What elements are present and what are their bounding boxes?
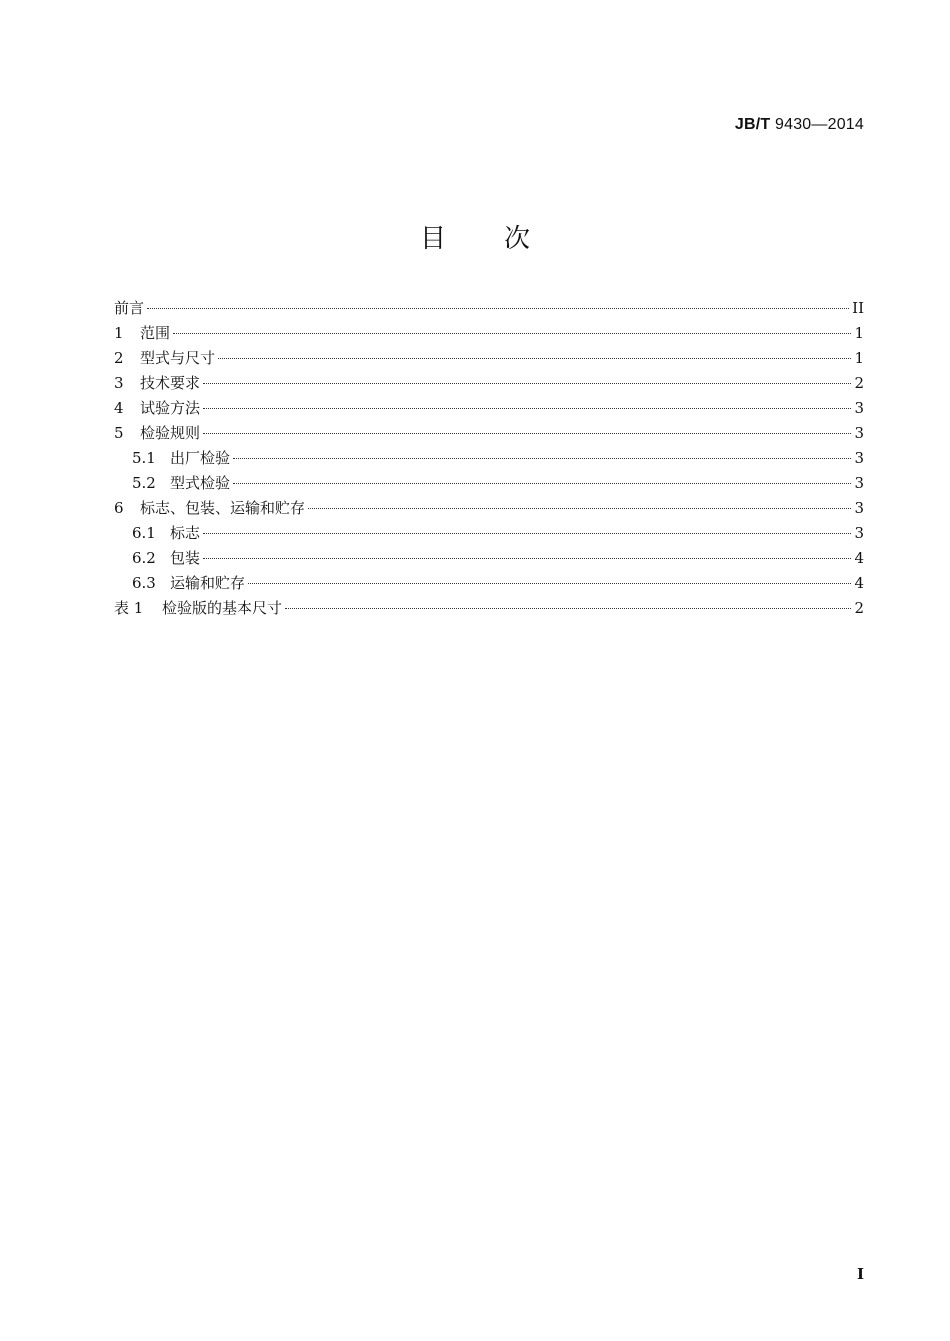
toc-label: 包装 xyxy=(170,549,201,567)
toc-page: 3 xyxy=(854,499,864,517)
toc-page: 3 xyxy=(854,399,864,417)
toc-number: 5.1 xyxy=(132,449,156,467)
toc-number: 4 xyxy=(114,399,124,417)
leader-dots xyxy=(203,533,851,534)
toc-entry-5[interactable] xyxy=(114,421,864,446)
toc-number: 5.2 xyxy=(132,474,156,492)
toc-entry-6-3[interactable] xyxy=(114,571,864,596)
leader-dots xyxy=(173,333,851,334)
standard-prefix: JB/T xyxy=(734,116,771,133)
toc-page: 3 xyxy=(854,424,864,442)
toc-entry-1[interactable] xyxy=(114,321,864,346)
page-number: I xyxy=(856,1265,864,1283)
toc-entry-2[interactable] xyxy=(114,346,864,371)
toc-entry-6-1[interactable] xyxy=(114,521,864,546)
toc-label: 出厂检验 xyxy=(170,449,231,467)
toc-page: 2 xyxy=(854,374,864,392)
toc-label: 型式检验 xyxy=(170,474,231,492)
toc-label: 范围 xyxy=(140,324,171,342)
leader-dots xyxy=(233,483,851,484)
toc-number: 3 xyxy=(114,374,124,392)
toc-entry-5-1[interactable] xyxy=(114,446,864,471)
toc-entry-4[interactable] xyxy=(114,396,864,421)
toc-page: II xyxy=(852,299,864,317)
toc-label: 标志 xyxy=(170,524,201,542)
leader-dots xyxy=(203,408,851,409)
toc-entry-6[interactable] xyxy=(114,496,864,521)
leader-dots xyxy=(203,433,851,434)
toc-label: 检验规则 xyxy=(140,424,201,442)
toc-entry-table-1[interactable] xyxy=(114,596,864,621)
toc-page: 4 xyxy=(854,574,864,592)
toc-entry-3[interactable] xyxy=(114,371,864,396)
toc-page: 2 xyxy=(854,599,864,617)
standard-code: 9430—2014 xyxy=(775,116,864,133)
toc-label: 标志、包装、运输和贮存 xyxy=(140,499,306,517)
leader-dots xyxy=(203,558,851,559)
toc-page: 3 xyxy=(854,449,864,467)
toc-number: 6 xyxy=(114,499,124,517)
toc-page: 4 xyxy=(854,549,864,567)
toc-entry-foreword[interactable] xyxy=(114,296,864,321)
toc-label: 检验版的基本尺寸 xyxy=(162,599,283,617)
table-of-contents xyxy=(114,296,864,621)
toc-label: 运输和贮存 xyxy=(170,574,246,592)
leader-dots xyxy=(147,308,849,309)
toc-label: 型式与尺寸 xyxy=(140,349,216,367)
toc-page: 3 xyxy=(854,474,864,492)
toc-number: 5 xyxy=(114,424,124,442)
toc-page: 1 xyxy=(854,349,864,367)
page-title: 目次 xyxy=(419,224,588,254)
toc-number: 6.1 xyxy=(132,524,156,542)
toc-entry-6-2[interactable] xyxy=(114,546,864,571)
leader-dots xyxy=(233,458,851,459)
toc-label: 前言 xyxy=(114,299,145,317)
toc-page: 3 xyxy=(854,524,864,542)
toc-entry-5-2[interactable] xyxy=(114,471,864,496)
leader-dots xyxy=(248,583,851,584)
toc-number: 6.2 xyxy=(132,549,156,567)
toc-label: 试验方法 xyxy=(140,399,201,417)
toc-number: 1 xyxy=(114,324,124,342)
toc-number: 表 1 xyxy=(114,599,144,617)
leader-dots xyxy=(203,383,851,384)
toc-label: 技术要求 xyxy=(140,374,201,392)
leader-dots xyxy=(285,608,851,609)
leader-dots xyxy=(218,358,851,359)
leader-dots xyxy=(308,508,851,509)
toc-number: 6.3 xyxy=(132,574,156,592)
toc-number: 2 xyxy=(114,349,124,367)
toc-page: 1 xyxy=(854,324,864,342)
standard-number xyxy=(735,116,864,134)
